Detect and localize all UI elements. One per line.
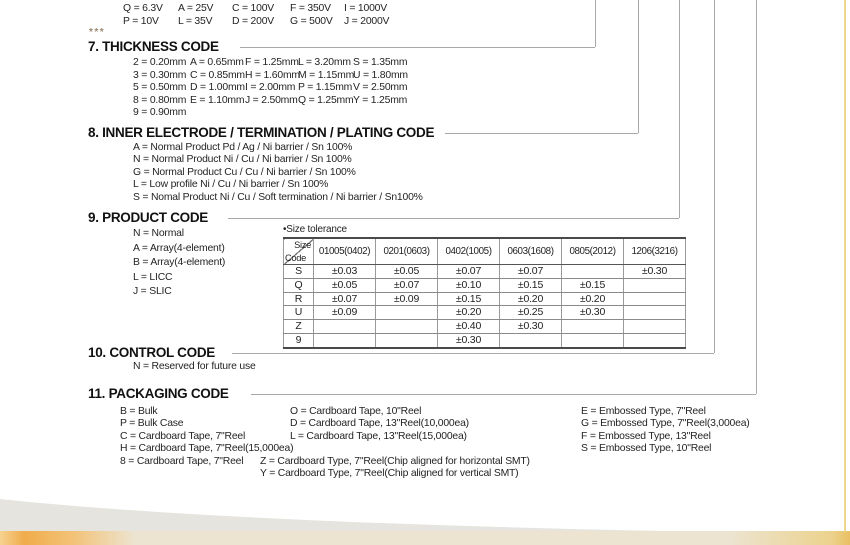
thickness-item: S = 1.35mm: [353, 57, 408, 68]
section-rule: [232, 353, 714, 354]
packaging-item: F = Embossed Type, 13"Reel: [581, 430, 711, 442]
tolerance-value: [562, 320, 624, 334]
thickness-item: M = 1.15mm: [298, 69, 355, 81]
product-item: J = SLIC: [133, 286, 172, 298]
voltage-code-list: [123, 2, 389, 28]
section-rule: [240, 47, 595, 48]
control-item: N = Reserved for future use: [133, 361, 256, 372]
row-code: R: [284, 292, 314, 306]
table-row: [284, 333, 686, 347]
packaging-item: B = Bulk: [120, 406, 158, 417]
section-title-control: 10. CONTROL CODE: [88, 345, 220, 360]
tolerance-value: [376, 333, 438, 347]
table-row: [284, 320, 686, 334]
section-rule: [228, 218, 679, 219]
packaging-item: D = Cardboard Tape, 13"Reel(10,000ea): [290, 418, 469, 430]
tolerance-value: [624, 333, 686, 347]
tolerance-value: ±0.30: [562, 306, 624, 320]
thickness-item: [190, 107, 245, 120]
tolerance-value: [500, 333, 562, 347]
voltage-item: A = 25V: [178, 3, 214, 14]
voltage-item: D = 200V: [232, 16, 275, 27]
thickness-item: H = 1.60mm: [245, 69, 300, 81]
thickness-item: 8 = 0.80mm: [133, 94, 187, 106]
corner-label-size: Size: [294, 240, 311, 250]
section-title-thickness: 7. THICKNESS CODE: [88, 39, 224, 54]
connector-line: [679, 0, 680, 218]
tolerance-value: ±0.20: [500, 292, 562, 306]
thickness-code-list: [133, 57, 408, 120]
product-item: A = Array(4-element): [133, 242, 225, 254]
packaging-code-aligned: [260, 456, 530, 481]
connector-line: [714, 0, 715, 353]
thickness-item: [298, 107, 353, 120]
tolerance-value: [624, 306, 686, 320]
voltage-item: P = 10V: [123, 16, 159, 27]
thickness-item: C = 0.85mm: [190, 69, 245, 81]
thickness-item: D = 1.00mm: [190, 82, 245, 94]
size-tolerance-table: [283, 224, 686, 349]
column-header: 0805(2012): [562, 238, 624, 265]
tolerance-value: ±0.20: [438, 306, 500, 320]
thickness-item: I = 2.00mm: [245, 82, 296, 94]
tolerance-value: ±0.09: [376, 292, 438, 306]
tolerance-value: [624, 292, 686, 306]
thickness-item: E = 1.10mm: [190, 94, 245, 106]
packaging-item: Z = Cardboard Type, 7"Reel(Chip aligned for horizontal SMT): [260, 456, 530, 467]
thickness-item: U = 1.80mm: [353, 69, 408, 81]
tolerance-value: ±0.15: [500, 278, 562, 292]
tolerance-value: [376, 320, 438, 334]
packaging-item: P = Bulk Case: [120, 418, 184, 430]
thickness-item: V = 2.50mm: [353, 82, 408, 94]
thickness-item: L = 3.20mm: [298, 57, 351, 68]
product-code-list: [133, 227, 225, 300]
tolerance-value: ±0.40: [438, 320, 500, 334]
gray-swoosh-graphic: [0, 497, 662, 531]
product-item: B = Array(4-element): [133, 257, 226, 269]
tolerance-value: [624, 278, 686, 292]
packaging-item: Y = Cardboard Type, 7"Reel(Chip aligned for vertical SMT): [260, 468, 519, 480]
electrode-item: G = Normal Product Cu / Cu / Ni barrier / Sn 100%: [133, 166, 356, 178]
tolerance-value: ±0.07: [438, 265, 500, 279]
section-rule: [445, 133, 638, 134]
packaging-item: C = Cardboard Tape, 7"Reel: [120, 430, 246, 442]
table-row: [284, 306, 686, 320]
packaging-code-col3: [581, 406, 750, 456]
tolerance-value: ±0.20: [562, 292, 624, 306]
row-code: 9: [284, 333, 314, 347]
table-row: [284, 278, 686, 292]
tolerance-value: [562, 333, 624, 347]
thickness-item: 2 = 0.20mm: [133, 57, 187, 68]
row-code: U: [284, 306, 314, 320]
tolerance-value: [314, 333, 376, 347]
control-code-list: [133, 361, 256, 373]
voltage-item: I = 1000V: [344, 3, 387, 14]
thickness-item: J = 2.50mm: [245, 94, 298, 106]
row-code: S: [284, 265, 314, 279]
table-caption: •Size tolerance: [283, 224, 347, 235]
tolerance-value: ±0.07: [500, 265, 562, 279]
voltage-item: F = 350V: [290, 3, 331, 14]
electrode-item: S = Nomal Product Ni / Cu / Soft termination / Ni barrier / Sn100%: [133, 191, 423, 203]
tolerance-value: ±0.07: [314, 292, 376, 306]
tolerance-value: ±0.25: [500, 306, 562, 320]
connector-line: [638, 0, 639, 133]
thickness-item: P = 1.15mm: [298, 82, 353, 94]
thickness-item: 3 = 0.30mm: [133, 69, 187, 81]
tolerance-value: [562, 265, 624, 279]
tolerance-value: [376, 306, 438, 320]
packaging-item: G = Embossed Type, 7"Reel(3,000ea): [581, 418, 750, 430]
row-code: Q: [284, 278, 314, 292]
electrode-item: A = Normal Product Pd / Ag / Ni barrier / Sn 100%: [133, 142, 353, 153]
thickness-item: [245, 107, 298, 120]
bottom-band-right-accent: [730, 531, 850, 545]
footnote-marker: ***: [89, 27, 106, 38]
thickness-item: A = 0.65mm: [190, 57, 244, 68]
connector-line: [595, 0, 596, 47]
column-header: 0603(1608): [500, 238, 562, 265]
tolerance-value: [314, 320, 376, 334]
voltage-item: C = 100V: [232, 3, 275, 14]
packaging-item: E = Embossed Type, 7"Reel: [581, 406, 706, 417]
packaging-item: S = Embossed Type, 10"Reel: [581, 443, 712, 455]
section-rule: [251, 394, 756, 395]
tolerance-value: ±0.07: [376, 278, 438, 292]
thickness-item: Y = 1.25mm: [353, 94, 408, 106]
section-title-product: 9. PRODUCT CODE: [88, 210, 213, 225]
packaging-item: L = Cardboard Tape, 13"Reel(15,000ea): [290, 430, 467, 442]
electrode-code-list: [133, 142, 423, 204]
thickness-item: 5 = 0.50mm: [133, 82, 187, 94]
tolerance-value: ±0.15: [562, 278, 624, 292]
packaging-item: H = Cardboard Tape, 7"Reel(15,000ea): [120, 443, 294, 455]
section-title-packaging: 11. PACKAGING CODE: [88, 386, 234, 401]
packaging-code-col2: [290, 406, 469, 443]
column-header: 1206(3216): [624, 238, 686, 265]
product-item: L = LICC: [133, 271, 173, 283]
column-header: 01005(0402): [314, 238, 376, 265]
voltage-item: J = 2000V: [344, 16, 390, 27]
packaging-item: 8 = Cardboard Tape, 7"Reel: [120, 455, 244, 467]
packaging-item: O = Cardboard Tape, 10"Reel: [290, 406, 422, 417]
tolerance-value: ±0.10: [438, 278, 500, 292]
electrode-item: L = Low profile Ni / Cu / Ni barrier / Sn 100%: [133, 179, 329, 191]
column-header: 0201(0603): [376, 238, 438, 265]
tolerance-value: ±0.05: [314, 278, 376, 292]
bottom-band-left-accent: [0, 531, 135, 545]
product-item: N = Normal: [133, 228, 184, 239]
tolerance-value: ±0.30: [500, 320, 562, 334]
voltage-item: L = 35V: [178, 16, 213, 27]
row-code: Z: [284, 320, 314, 334]
tolerance-value: ±0.09: [314, 306, 376, 320]
table-header-row: [284, 238, 686, 265]
corner-label-code: Code: [285, 253, 307, 263]
tolerance-value: ±0.30: [624, 265, 686, 279]
thickness-item: Q = 1.25mm: [298, 94, 354, 106]
tolerance-value: ±0.03: [314, 265, 376, 279]
thickness-item: F = 1.25mm: [245, 57, 299, 68]
table-row: [284, 292, 686, 306]
voltage-item: Q = 6.3V: [123, 3, 163, 14]
voltage-item: G = 500V: [290, 16, 333, 27]
thickness-item: [353, 107, 408, 120]
tolerance-value: ±0.30: [438, 333, 500, 347]
tolerance-value: [624, 320, 686, 334]
connector-line: [756, 0, 757, 394]
tolerance-value: ±0.05: [376, 265, 438, 279]
tolerance-value: ±0.15: [438, 292, 500, 306]
column-header: 0402(1005): [438, 238, 500, 265]
size-code-corner-cell: [284, 238, 314, 265]
thickness-item: 9 = 0.90mm: [133, 107, 187, 119]
electrode-item: N = Normal Product Ni / Cu / Ni barrier / Sn 100%: [133, 154, 352, 166]
section-title-electrode: 8. INNER ELECTRODE / TERMINATION / PLATING CODE: [88, 125, 439, 140]
right-accent-line: [844, 0, 846, 532]
table-row: [284, 265, 686, 279]
